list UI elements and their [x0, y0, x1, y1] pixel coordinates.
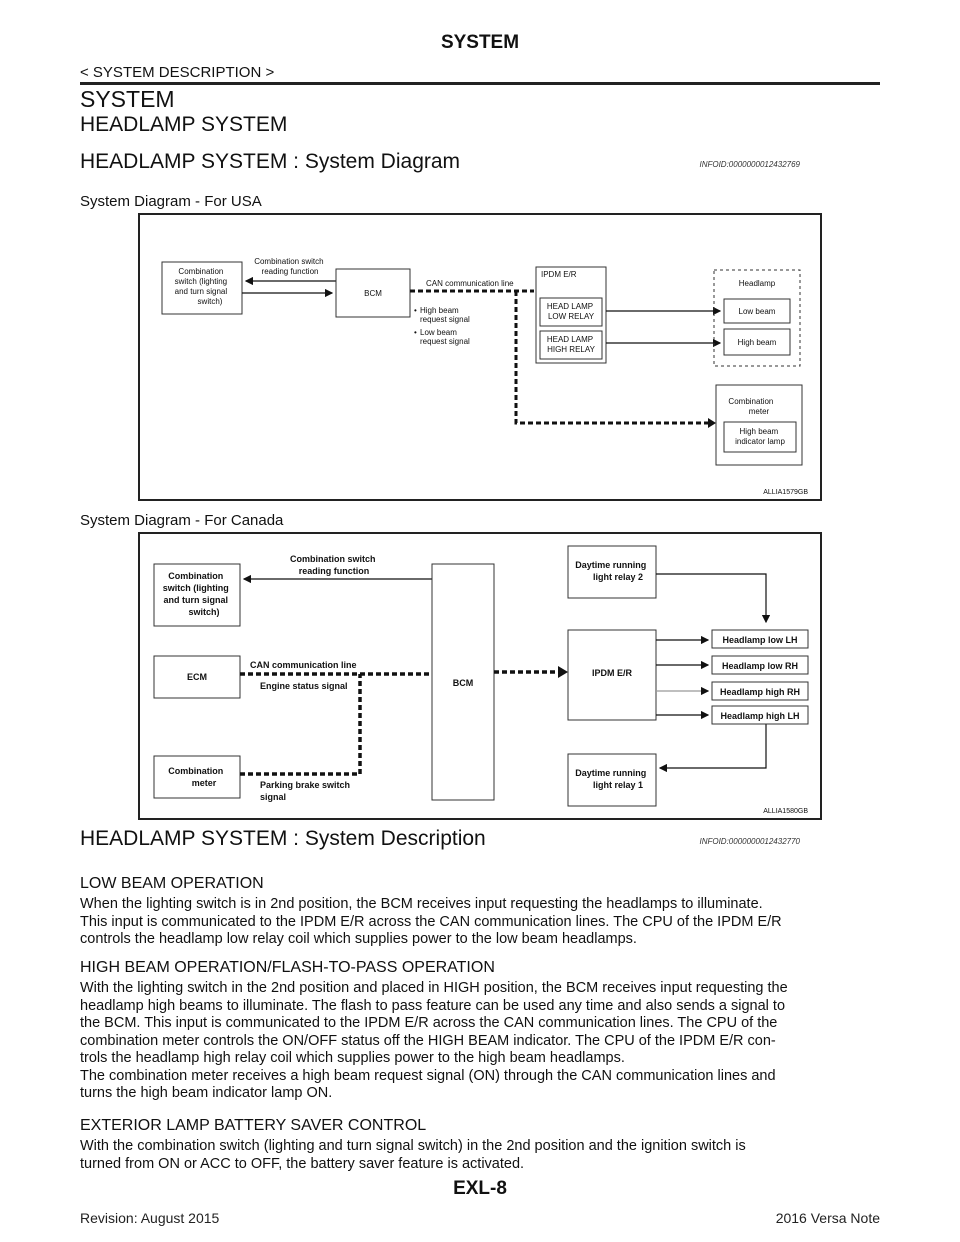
usa-can-label: CAN communication line — [426, 279, 514, 288]
usa-meter-label: Combination meter — [728, 397, 774, 416]
info-id: INFOID:0000000012432769 — [699, 160, 800, 169]
usa-indicator-label: High beam indicator lamp — [735, 427, 785, 446]
usa-figure-id: ALLIA1579GB — [763, 489, 808, 496]
usa-headlamp-label: Headlamp — [738, 279, 776, 288]
ca-engine-label: Engine status signal — [260, 681, 348, 691]
ca-hl-high-rh-label: Headlamp high RH — [719, 687, 801, 697]
usa-high-relay-label: HEAD LAMP HIGH RELAY — [546, 335, 595, 354]
header-rule — [80, 82, 880, 85]
canada-caption: System Diagram - For Canada — [80, 512, 284, 529]
description-section-title — [80, 827, 880, 851]
revision-label: Revision: August 2015 — [80, 1210, 220, 1226]
high-beam-text: With the lighting switch in the 2nd position and placed in HIGH position, the BCM receives input requesting the headlamp high beams to illuminate. The flash to pass feature can be used any time and also sends a signal to the BCM. This input is communicated to the IPDM E/R across the CAN communication lines. The CPU of the combination meter controls the ON/OFF status off the HIGH BEAM indicator. The CPU of the IPDM E/R con- trols the headlamp high relay coil which supplies power to the high beam headlamps. The combination meter receives a high beam request signal (ON) through the CAN communication lines and turns the high beam indicator lamp ON. — [80, 980, 788, 1101]
canada-diagram — [138, 532, 822, 820]
ca-combo-switch-label: Combination switch (lighting and turn signal switch) — [162, 571, 229, 617]
ca-hl-low-rh-label: Headlamp low RH — [721, 661, 799, 671]
ca-hl-low-lh-label: Headlamp low LH — [722, 635, 798, 645]
ca-ipdm-label: IPDM E/R — [591, 668, 633, 678]
breadcrumb: < SYSTEM DESCRIPTION > — [80, 64, 275, 81]
ca-can-label: CAN communication line — [250, 660, 357, 670]
ca-drl2-label: Daytime running light relay 2 — [575, 560, 647, 582]
info-id-2: INFOID:0000000012432770 — [699, 837, 800, 846]
usa-high-beam-label: High beam — [737, 338, 777, 347]
ca-meter-label: Combination meter — [168, 766, 224, 788]
usa-low-request: • Low beam request signal — [414, 328, 470, 346]
subsection-heading: HEADLAMP SYSTEM — [80, 113, 288, 136]
diagram-section-title-text: HEADLAMP SYSTEM : System Diagram — [80, 150, 461, 173]
usa-diagram — [138, 213, 822, 501]
ca-hl-high-lh-label: Headlamp high LH — [720, 711, 800, 721]
usa-reading-label: Combination switch reading function — [254, 257, 324, 276]
description-section-title-text: HEADLAMP SYSTEM : System Description — [80, 827, 486, 850]
ca-drl2-line — [656, 574, 766, 622]
low-beam-text: When the lighting switch is in 2nd position, the BCM receives input requesting the headlamps to illuminate. This input is communicated to the IPDM E/R across the CAN communication lines. The CPU of the IPDM E/R controls the headlamp low relay coil which supplies power to the low beam headlamps. — [80, 896, 782, 947]
ca-reading-label: Combination switch reading function — [289, 554, 376, 576]
usa-can-arrowhead — [708, 418, 716, 428]
saver-text: With the combination switch (lighting and turn signal switch) in the 2nd position and the ignition switch is turned from ON or ACC to OFF, the battery saver feature is activated. — [80, 1138, 746, 1172]
low-beam-heading: LOW BEAM OPERATION — [80, 875, 264, 892]
diagram-section-title — [80, 150, 880, 174]
usa-low-relay-label: HEAD LAMP LOW RELAY — [546, 302, 595, 321]
ca-bcm-label: BCM — [452, 678, 474, 688]
model-label: 2016 Versa Note — [775, 1210, 880, 1226]
usa-combo-switch-label: Combination switch (lighting and turn signal switch) — [174, 267, 228, 306]
saver-heading: EXTERIOR LAMP BATTERY SAVER CONTROL — [80, 1117, 427, 1134]
usa-high-request: • High beam request signal — [414, 306, 470, 324]
ca-ecm-label: ECM — [187, 672, 207, 682]
section-heading: SYSTEM — [80, 86, 175, 112]
ca-drl1-label: Daytime running light relay 1 — [575, 768, 647, 790]
page-title: SYSTEM — [440, 32, 520, 53]
ca-meter-box — [154, 756, 240, 798]
ca-drl1-line — [660, 718, 766, 768]
usa-bcm-label: BCM — [364, 289, 382, 298]
high-beam-heading: HIGH BEAM OPERATION/FLASH-TO-PASS OPERATION — [80, 959, 495, 976]
ca-figure-id: ALLIA1580GB — [763, 808, 808, 815]
ca-parking-label: Parking brake switch signal — [260, 780, 351, 802]
ca-can-arrowhead — [558, 666, 568, 678]
usa-ipdm-label: IPDM E/R — [541, 270, 577, 279]
page-code: EXL-8 — [453, 1178, 507, 1199]
usa-caption: System Diagram - For USA — [80, 193, 262, 210]
usa-low-beam-label: Low beam — [738, 307, 776, 316]
